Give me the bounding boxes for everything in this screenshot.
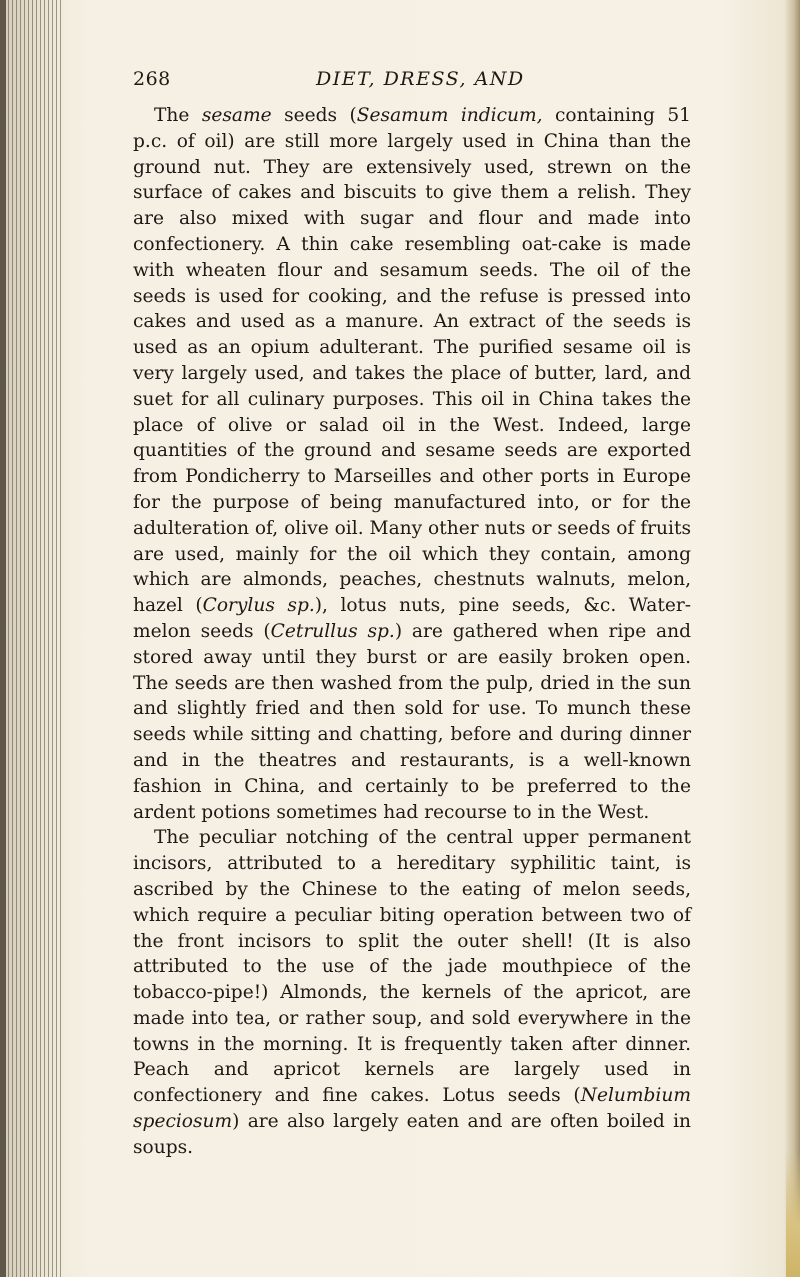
italic-term: Nelumbium speciosum <box>133 1085 691 1133</box>
text-segment: ), lotus nuts, pine seeds, &c. Water-melon seeds ( <box>133 595 691 642</box>
paragraph-1 <box>133 103 691 825</box>
binding-gutter <box>0 0 62 1277</box>
binding-edge <box>0 0 6 1277</box>
page-edge-stain <box>786 1150 800 1277</box>
italic-term: sesame <box>201 105 272 126</box>
text-segment: ) are also largely eaten and are often boiled in soups. <box>133 1111 691 1158</box>
running-head: DIET, DRESS, AND <box>316 68 525 90</box>
italic-term: Sesamum indicum, <box>356 105 543 126</box>
paragraph-2 <box>133 825 691 1160</box>
italic-term: Corylus sp. <box>202 595 315 617</box>
page-edge-shadow <box>784 0 800 1277</box>
italic-term: Cetrullus sp. <box>270 620 395 642</box>
page-header <box>133 68 693 98</box>
body-text <box>133 103 691 1161</box>
text-segment: The peculiar notching of the central upper permanent incisors, attributed to a hereditary syphilitic taint, is ascribed by the Chinese to the eating of melon seeds, which require a peculiar biting operation between two of the front incisors to split the outer shell! (It is also attributed to the use of the jade mouthpiece of the tobacco-pipe!) Almonds, the kernels of the apricot, are made into tea, or rather soup, and sold everywhere in the towns in the morning. It is frequently taken after dinner. Peach and apricot kernels are largely used in confectionery and fine cakes. Lotus seeds ( <box>133 827 691 1107</box>
page-number: 268 <box>133 68 171 90</box>
text-segment: seeds ( <box>271 105 357 126</box>
text-segment: containing 51 p.c. of oil) are still more largely used in China than the ground nut. They are extensively used, strewn on the surface of cakes and biscuits to give them a relish. They are also mixed with sugar and flour and made into confectionery. A thin cake resembling oat-cake is made with wheaten flour and sesamum seeds. The oil of the seeds is used for cooking, and the refuse is pressed into cakes and used as a manure. An extract of the seeds is used as an opium adulterant. The purified sesame oil is very largely used, and takes the place of butter, lard, and suet for all culinary purposes. This oil in China takes the place of olive or salad oil in the West. Indeed, large quantities of the ground and sesame seeds are exported from Pondicherry to Marseilles and other ports in Europe for the purpose of being manufactured into, or for the adulteration of, olive oil. Many other nuts or seeds of fruits are used, mainly for the oil which they contain, among which are almonds, peaches, chestnuts walnuts, melon, hazel ( <box>133 105 691 617</box>
text-segment: ) are gathered when ripe and stored away until they burst or are easily broken open. The seeds are then washed from the pulp, dried in the sun and slightly fried and then sold for use. To munch these seeds while sitting and chatting, before and during dinner and in the theatres and restaurants, is a well-known fashion in China, and certainly to be preferred to the ardent potions sometimes had recourse to in the West. <box>133 620 691 823</box>
text-segment: The <box>154 105 202 126</box>
